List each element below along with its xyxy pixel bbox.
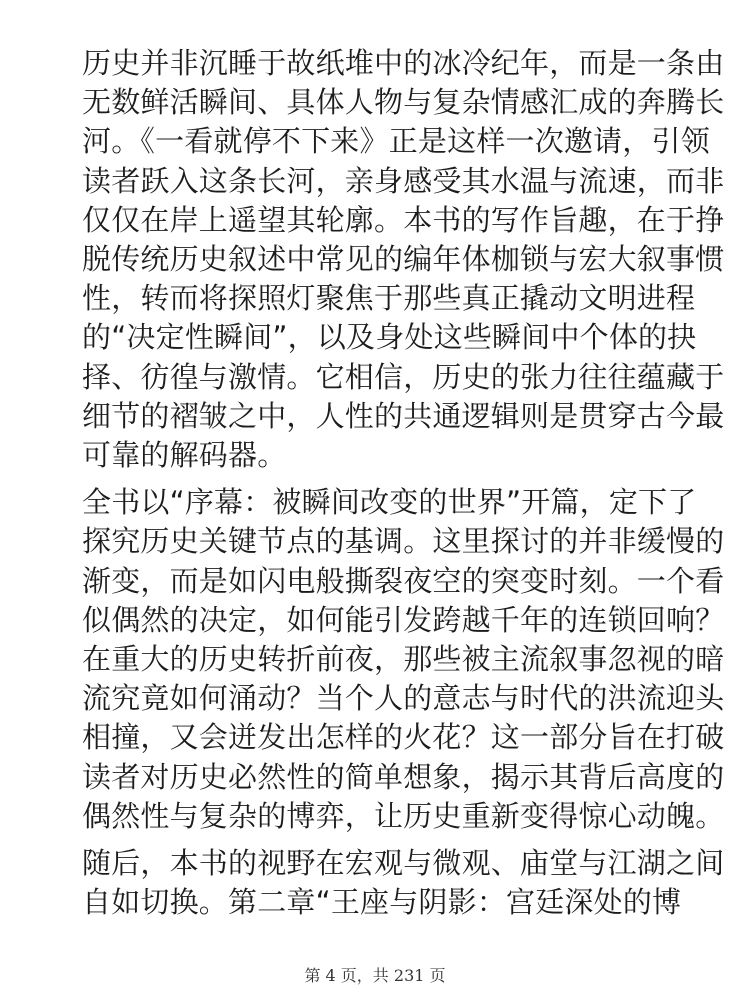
- text-line: 仅仅在岸上遥望其轮廓。本书的写作旨趣，在于挣: [82, 202, 725, 237]
- text-line: 的“决定性瞬间”，以及身处这些瞬间中个体的抉: [82, 320, 697, 355]
- paragraph-1: [82, 44, 725, 475]
- text-line: 流究竟如何涌动？当个人的意志与时代的洪流迎头: [82, 681, 725, 716]
- text-line: 在重大的历史转折前夜，那些被主流叙事忽视的暗: [82, 642, 725, 677]
- text-line: 性，转而将探照灯聚焦于那些真正撬动文明进程: [82, 281, 696, 316]
- text-line: 脱传统历史叙述中常见的编年体枷锁与宏大叙事惯: [82, 242, 725, 277]
- page-number-indicator: 第 4 页，共 231 页: [304, 966, 446, 985]
- text-line: 随后，本书的视野在宏观与微观、庙堂与江湖之间: [82, 846, 725, 881]
- text-line: 相撞，又会迸发出怎样的火花？这一部分旨在打破: [82, 720, 725, 755]
- text-line: 可靠的解码器。: [82, 438, 287, 473]
- text-line: 渐变，而是如闪电般撕裂夜空的突变时刻。一个看: [82, 563, 725, 598]
- text-line: 读者对历史必然性的简单想象，揭示其背后高度的: [82, 759, 725, 794]
- paragraph-3: [82, 844, 725, 922]
- text-line: 无数鲜活瞬间、具体人物与复杂情感汇成的奔腾长: [82, 85, 725, 120]
- text-line: 自如切换。第二章“王座与阴影：宫廷深处的博: [82, 885, 682, 920]
- text-line: 择、彷徨与激情。它相信，历史的张力往往蕴藏于: [82, 359, 725, 394]
- text-line: 似偶然的决定，如何能引发跨越千年的连锁回响？: [82, 602, 725, 637]
- text-line: 读者跃入这条长河，亲身感受其水温与流速，而非: [82, 163, 725, 198]
- text-line: 细节的褶皱之中，人性的共通逻辑则是贯穿古今最: [82, 398, 725, 433]
- text-line: 偶然性与复杂的博弈，让历史重新变得惊心动魄。: [82, 798, 725, 833]
- text-line: 探究历史关键节点的基调。这里探讨的并非缓慢的: [82, 524, 725, 559]
- text-line: 河。《一看就停不下来》正是这样一次邀请，引领: [82, 124, 710, 159]
- paragraph-2: [82, 483, 725, 836]
- page-footer: [0, 963, 750, 986]
- body-text: [82, 44, 725, 930]
- text-line: 全书以“序幕：被瞬间改变的世界”开篇，定下了: [82, 485, 697, 520]
- text-line: 历史并非沉睡于故纸堆中的冰冷纪年，而是一条由: [82, 46, 725, 80]
